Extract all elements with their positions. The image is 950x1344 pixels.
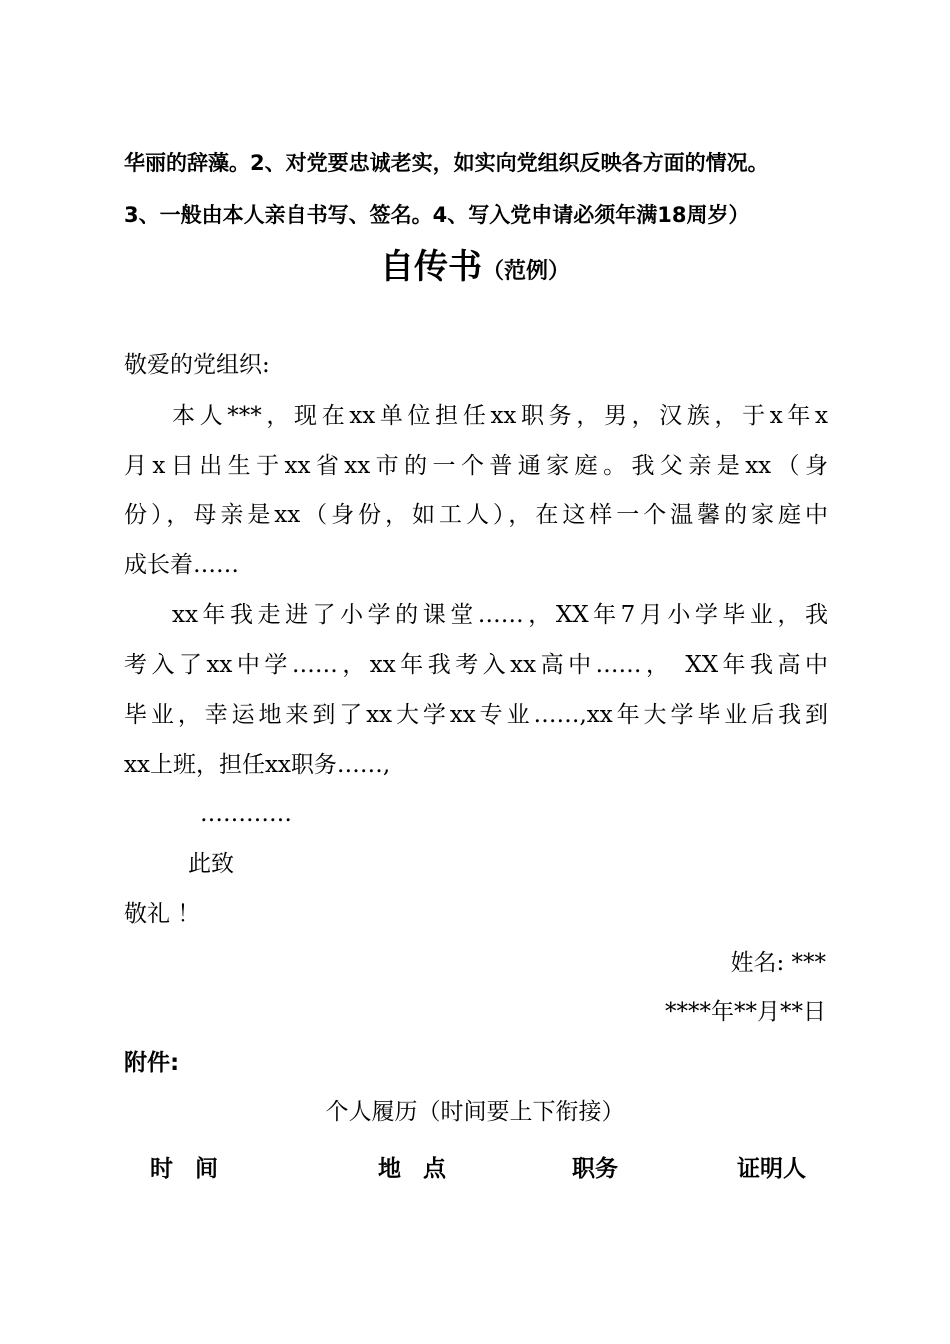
resume-title: 个人履历（时间要上下衔接） bbox=[325, 1099, 625, 1125]
para2-line-2: 考入了xx中学……，xx年我考入xx高中……， XX年我高中 bbox=[124, 652, 828, 678]
closing-zhizhi: 此致 bbox=[188, 851, 234, 877]
para1-line-2: 月x日出生于xx省xx市的一个普通家庭。我父亲是xx（身 bbox=[124, 453, 828, 479]
ellipsis-line: ………… bbox=[200, 801, 292, 827]
note-line-2: 3、一般由本人亲自书写、签名。4、写入党申请必须年满18周岁） bbox=[124, 203, 750, 227]
para1-line-4: 成长着…… bbox=[124, 552, 239, 578]
date: ****年**月**日 bbox=[665, 999, 826, 1025]
salutation: 敬爱的党组织: bbox=[124, 352, 270, 378]
para2-line-1: xx年我走进了小学的课堂……，XX年7月小学毕业，我 bbox=[172, 602, 828, 628]
para2-line-4: xx上班，担任xx职务……, bbox=[124, 752, 391, 778]
column-header-place: 地 点 bbox=[378, 1156, 447, 1182]
para1-line-1: 本人***，现在xx单位担任xx职务，男，汉族，于x年x bbox=[172, 403, 828, 429]
para1-line-3: 份），母亲是xx（身份，如工人），在这样一个温馨的家庭中 bbox=[124, 502, 828, 528]
title-main: 自传书 bbox=[379, 247, 482, 287]
closing-jingli: 敬礼 ！ bbox=[124, 901, 201, 927]
document-title bbox=[0, 247, 950, 287]
attachment-label: 附件: bbox=[124, 1050, 180, 1076]
note-line-1: 华丽的辞藻。2、对党要忠诚老实，如实向党组织反映各方面的情况。 bbox=[124, 151, 769, 175]
para2-line-3: 毕业，幸运地来到了xx大学xx专业……,xx年大学毕业后我到 bbox=[124, 702, 828, 728]
column-header-time: 时 间 bbox=[150, 1156, 219, 1182]
signature: 姓名: *** bbox=[730, 950, 826, 976]
column-header-position: 职务 bbox=[572, 1156, 618, 1182]
column-header-witness: 证明人 bbox=[737, 1156, 806, 1182]
title-sub: （范例） bbox=[481, 259, 570, 284]
